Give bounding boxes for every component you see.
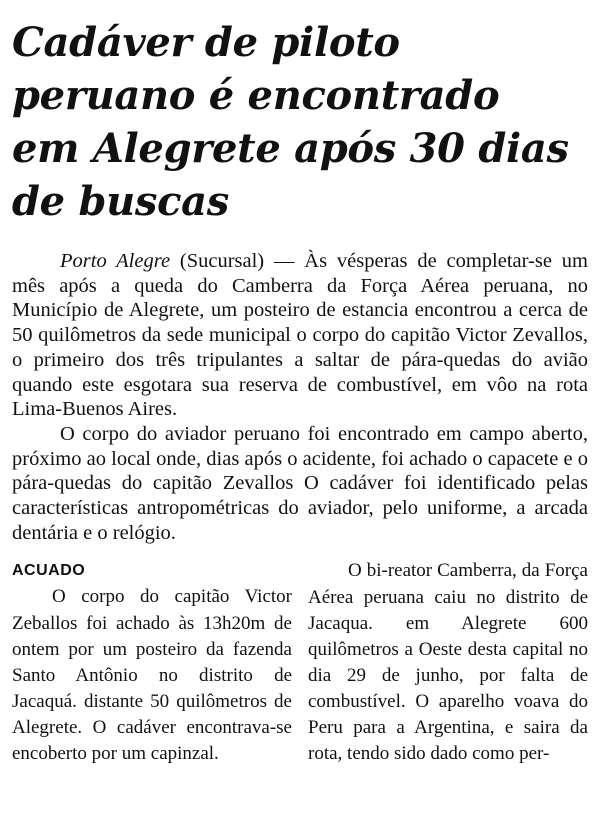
article-headline (12, 0, 588, 228)
headline-text: Cadáver de piloto peruano é encontrado em Alegrete após 30 dias de buscas (12, 19, 569, 225)
left-column-paragraph: O corpo do capitão Victor Zeballos foi achado às 13h20m de ontem por um posteiro da fazenda Santo Antônio no distrito de Jacaquá. distante 50 quilômetros de Alegrete. O cadáver encontrava-se encoberto por um capinzal. (12, 586, 292, 764)
dateline: Porto Alegre (60, 250, 171, 272)
right-column-paragraph: O bi-reator Camberra, da Força Aérea peruana caiu no distrito de Jacaqua. em Alegrete 600 quilômetros a Oeste desta capital no dia 29 de junho, por falta de combustível. O aparelho voava do Peru para a Argentina, e saira da rota, tendo sido dado como per- (308, 560, 588, 765)
second-paragraph: O corpo do aviador peruano foi encontrado em campo aberto, próximo ao local onde, dias após o acidente, foi achado o capacete e o pára-quedas do capitão Zevallos O cadáver foi identificado pelas características antropométricas do aviador, pelo uniforme, a arcada dentária e o relógio. (12, 422, 588, 544)
article-body (12, 249, 588, 545)
left-column (12, 558, 292, 767)
lead-paragraph (12, 249, 588, 422)
section-subhead: ACUADO (12, 562, 86, 580)
two-column-section (12, 558, 588, 767)
right-column (308, 558, 588, 767)
lead-text: (Sucursal) — Às vésperas de completar-se um mês após a queda do Camberra da Força Aérea peruana, no Município de Alegrete, um posteiro de estancia encontrou a cerca de 50 quilômetros da sede municipal o corpo do capitão Victor Zevallos, o primeiro dos três tripulantes a saltar de pára-quedas do avião quando este esgotara sua reserva de combustível, em vôo na rota Lima-Buenos Aires. (12, 250, 588, 421)
